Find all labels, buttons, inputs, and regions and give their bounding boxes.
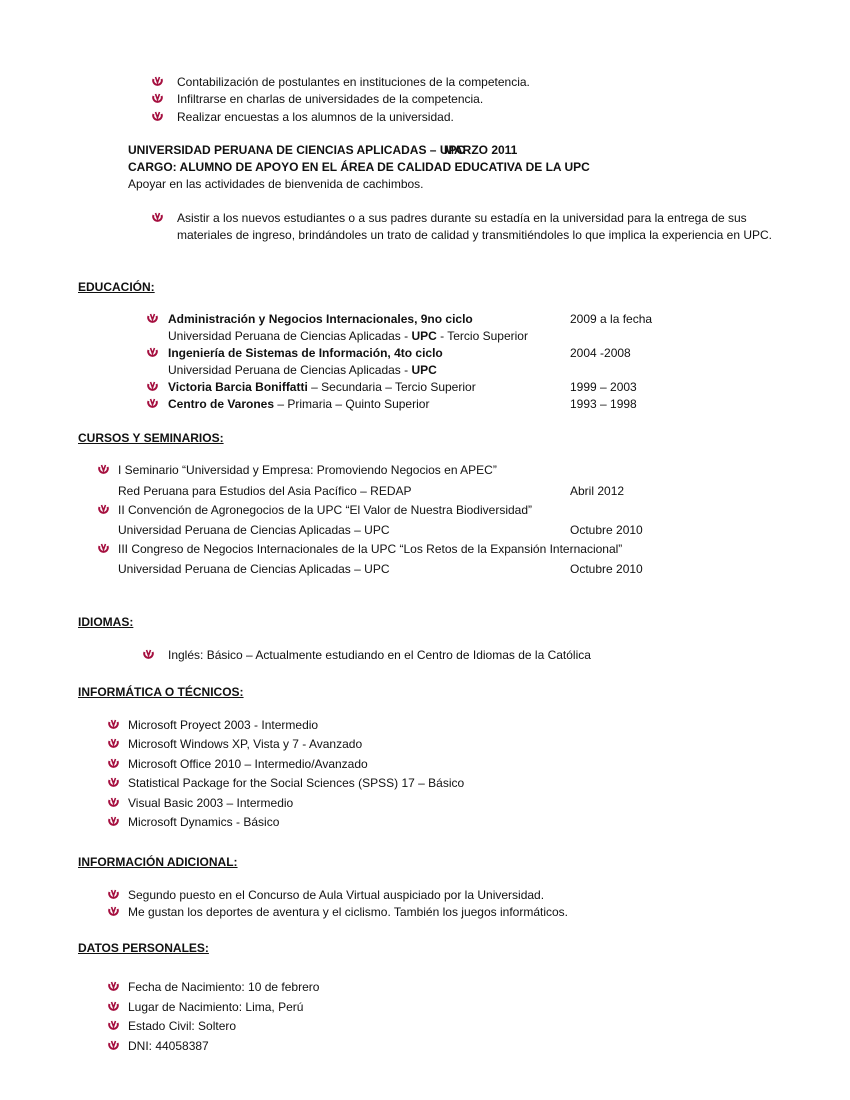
list-item: Me gustan los deportes de aventura y el ciclismo. También los juegos informáticos. [128, 905, 568, 919]
education-item [168, 379, 476, 395]
course-date: Octubre 2010 [570, 523, 643, 537]
list-item: Infiltrarse en charlas de universidades de la competencia. [177, 92, 484, 106]
course-title: II Convención de Agronegocios de la UPC “El Valor de Nuestra Biodiversidad” [118, 503, 532, 517]
bullet-icon [143, 649, 154, 660]
list-item: Contabilización de postulantes en instituciones de la competencia. [177, 75, 530, 89]
education-date: 2009 a la fecha [570, 312, 653, 326]
job-bullet: Asistir a los nuevos estudiantes o a sus padres durante su estadía en la universidad para la entrega de sus materiales de ingreso, brindándoles un trato de calidad y transmitiéndoles lo que implica la experiencia en UPC. [177, 211, 772, 242]
bullet-icon [98, 504, 109, 515]
bullet-icon [108, 758, 119, 769]
education-institution [168, 328, 528, 344]
list-item: Lugar de Nacimiento: Lima, Perú [128, 1000, 304, 1014]
course-title: III Congreso de Negocios Internacionales de la UPC “Los Retos de la Expansión Internacional” [118, 542, 623, 556]
courses-heading: CURSOS Y SEMINARIOS: [78, 431, 224, 445]
education-date: 1993 – 1998 [570, 397, 637, 411]
list-item: DNI: 44058387 [128, 1039, 209, 1053]
text: UPC [411, 329, 437, 343]
bullet-icon [108, 719, 119, 730]
it-heading: INFORMÁTICA O TÉCNICOS: [78, 685, 244, 699]
education-institution [168, 362, 437, 378]
bullet-icon [152, 212, 163, 223]
bullet-icon [147, 313, 158, 324]
list-item: Realizar encuestas a los alumnos de la universidad. [177, 110, 454, 124]
education-title: Ingeniería de Sistemas de Información, 4to ciclo [168, 346, 443, 360]
list-item: Microsoft Windows XP, Vista y 7 - Avanzado [128, 737, 363, 751]
personal-heading: DATOS PERSONALES: [78, 941, 209, 955]
course-date: Abril 2012 [570, 484, 625, 498]
bullet-icon [108, 1001, 119, 1012]
bullet-icon [108, 777, 119, 788]
job-date: MARZO 2011 [444, 143, 518, 157]
job-role: CARGO: ALUMNO DE APOYO EN EL ÁREA DE CALIDAD EDUCATIVA DE LA UPC [128, 160, 590, 174]
bullet-icon [152, 93, 163, 104]
job-employer: UNIVERSIDAD PERUANA DE CIENCIAS APLICADAS – UPC [128, 143, 466, 157]
list-item: Microsoft Office 2010 – Intermedio/Avanzado [128, 757, 368, 771]
bullet-icon [108, 738, 119, 749]
list-item: Inglés: Básico – Actualmente estudiando en el Centro de Idiomas de la Católica [168, 648, 591, 662]
bullet-icon [98, 464, 109, 475]
list-item: Segundo puesto en el Concurso de Aula Virtual auspiciado por la Universidad. [128, 888, 545, 902]
bullet-icon [108, 889, 119, 900]
list-item: Visual Basic 2003 – Intermedio [128, 796, 294, 810]
bullet-icon [108, 981, 119, 992]
education-heading: EDUCACIÓN: [78, 280, 155, 294]
extra-heading: INFORMACIÓN ADICIONAL: [78, 855, 238, 869]
list-item: Estado Civil: Soltero [128, 1019, 237, 1033]
bullet-icon [147, 347, 158, 358]
list-item: Statistical Package for the Social Sciences (SPSS) 17 – Básico [128, 776, 465, 790]
education-item [168, 396, 429, 412]
bullet-icon [108, 816, 119, 827]
bullet-icon [108, 1020, 119, 1031]
text: - Tercio Superior [436, 329, 528, 343]
education-date: 1999 – 2003 [570, 380, 637, 394]
bullet-icon [147, 381, 158, 392]
text: Universidad Peruana de Ciencias Aplicadas - [168, 329, 412, 343]
text: – Secundaria – Tercio Superior [307, 380, 476, 394]
list-item: Fecha de Nacimiento: 10 de febrero [128, 980, 320, 994]
list-item: Microsoft Dynamics - Básico [128, 815, 280, 829]
bullet-icon [108, 1040, 119, 1051]
course-date: Octubre 2010 [570, 562, 643, 576]
education-date: 2004 -2008 [570, 346, 631, 360]
text: – Primaria – Quinto Superior [274, 397, 430, 411]
course-title: I Seminario “Universidad y Empresa: Promoviendo Negocios en APEC” [118, 463, 497, 477]
bullet-icon [98, 543, 109, 554]
bullet-icon [152, 111, 163, 122]
text: Universidad Peruana de Ciencias Aplicadas - [168, 363, 412, 377]
course-org: Universidad Peruana de Ciencias Aplicadas – UPC [118, 523, 390, 537]
job-summary: Apoyar en las actividades de bienvenida de cachimbos. [128, 177, 424, 191]
bullet-icon [108, 906, 119, 917]
languages-heading: IDIOMAS: [78, 615, 134, 629]
course-org: Red Peruana para Estudios del Asia Pacífico – REDAP [118, 484, 412, 498]
course-org: Universidad Peruana de Ciencias Aplicadas – UPC [118, 562, 390, 576]
bullet-icon [152, 76, 163, 87]
text: Victoria Barcia Boniffatti [168, 380, 308, 394]
list-item: Microsoft Proyect 2003 - Intermedio [128, 718, 319, 732]
text: Centro de Varones [168, 397, 275, 411]
bullet-icon [108, 797, 119, 808]
education-title: Administración y Negocios Internacionales, 9no ciclo [168, 312, 473, 326]
bullet-icon [147, 398, 158, 409]
text: UPC [411, 363, 437, 377]
